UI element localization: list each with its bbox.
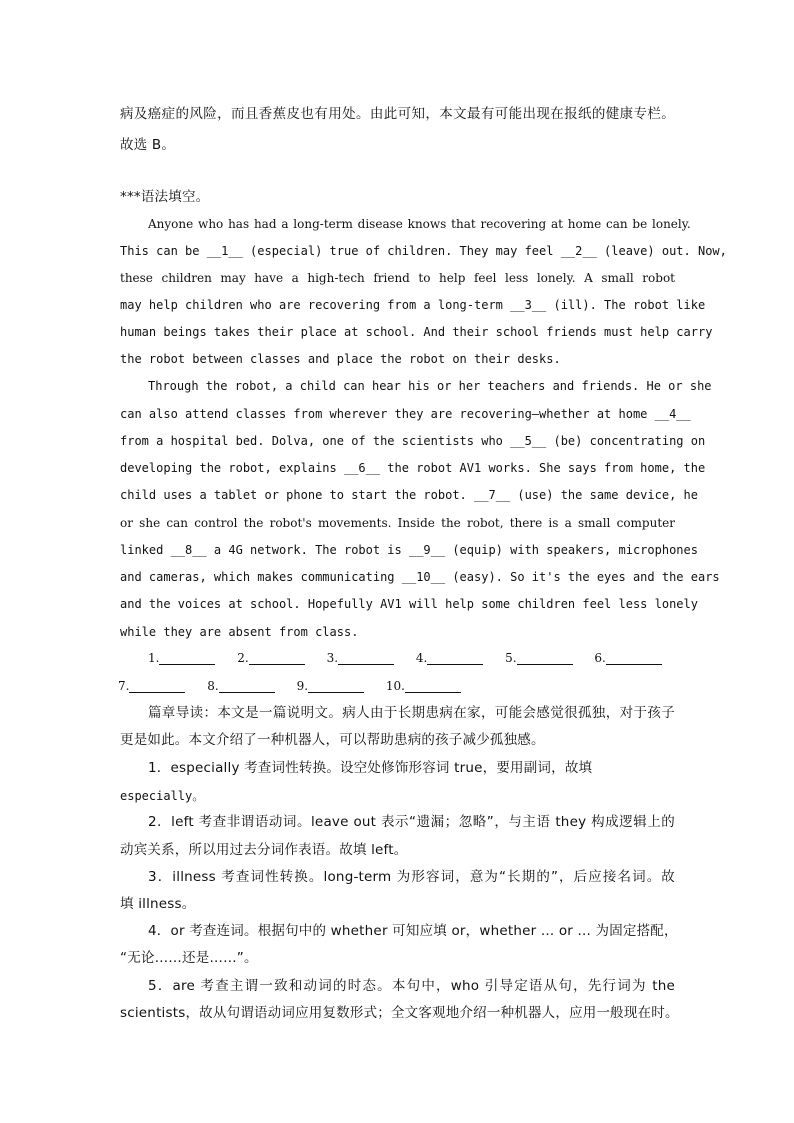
passage-line: linked __8__ a 4G network. The robot is __9__ (equip) with speakers, microphones <box>120 543 698 557</box>
answer-blank[interactable]: 7. <box>118 679 185 693</box>
passage-line: and the voices at school. Hopefully AV1 will help some children feel less lonely <box>120 597 698 611</box>
answer-blank[interactable]: 4. <box>416 651 483 665</box>
answer-blank[interactable]: 9. <box>297 679 364 693</box>
answer-blank[interactable]: 5. <box>505 651 572 665</box>
passage-line: or she can control the robot's movements. Inside the robot, there is a small computer <box>120 516 675 530</box>
answer-blank[interactable]: 10. <box>386 679 461 693</box>
answer-blank[interactable]: 2. <box>237 651 304 665</box>
passage-line: the robot between classes and place the robot on their desks. <box>120 352 561 366</box>
answer-explanation: 2．left 考查非谓语动词。leave out 表示“遗漏；忽略”，与主语 they 构成逻辑上的 <box>148 814 675 830</box>
text-line: 故选 B。 <box>120 137 176 153</box>
passage-line: This can be __1__ (especial) true of children. They may feel __2__ (leave) out. Now, <box>120 244 727 258</box>
passage-line: child uses a tablet or phone to start the robot. __7__ (use) the same device, he <box>120 488 698 502</box>
passage-line: Anyone who has had a long-term disease knows that recovering at home can be lonely. <box>148 217 691 231</box>
passage-line: human beings takes their place at school. And their school friends must help carry <box>120 325 713 339</box>
answer-explanation: 5．are 考查主谓一致和动词的时态。本句中，who 引导定语从句，先行词为 the <box>148 978 675 994</box>
answer-blank[interactable]: 1. <box>148 651 215 665</box>
answer-explanation: 1．especially 考查词性转换。设空处修饰形容词 true，要用副词，故填 <box>148 760 593 776</box>
answer-blank[interactable]: 8. <box>207 679 274 693</box>
passage-line: from a hospital bed. Dolva, one of the scientists who __5__ (be) concentrating on <box>120 434 706 448</box>
answer-explanation: 4．or 考查连词。根据句中的 whether 可知应填 or，whether ... or ... 为固定搭配， <box>148 923 678 939</box>
passage-line: Through the robot, a child can hear his or her teachers and friends. He or she <box>148 379 712 393</box>
passage-line: while they are absent from class. <box>120 625 359 639</box>
passage-line: may help children who are recovering from a long-term __3__ (ill). The robot like <box>120 298 706 312</box>
answer-blanks-row <box>148 651 708 665</box>
answer-explanation: scientists，故从句谓语动词应用复数形式；全文客观地介绍一种机器人，应用一般现在时。 <box>120 1005 679 1021</box>
text-line: 病及癌症的风险，而且香蕉皮也有用处。由此可知，本文最有可能出现在报纸的健康专栏。 <box>120 106 675 122</box>
answer-explanation: especially。 <box>120 789 205 803</box>
passage-line: and cameras, which makes communicating __10__ (easy). So it's the eyes and the ears <box>120 570 720 584</box>
answer-explanation: 填 illness。 <box>120 896 196 912</box>
section-heading: ***语法填空。 <box>120 189 210 205</box>
answer-blank[interactable]: 6. <box>594 651 661 665</box>
answer-blanks-row <box>118 679 678 693</box>
passage-line: developing the robot, explains __6__ the robot AV1 works. She says from home, the <box>120 461 706 475</box>
answer-blank[interactable]: 3. <box>327 651 394 665</box>
answer-explanation: 动宾关系，所以用过去分词作表语。故填 left。 <box>120 842 408 858</box>
guide-line: 更是如此。本文介绍了一种机器人，可以帮助患病的孩子减少孤独感。 <box>120 732 545 748</box>
guide-line: 篇章导读：本文是一篇说明文。病人由于长期患病在家，可能会感觉很孤独，对于孩子 <box>148 705 675 721</box>
passage-line: these children may have a high-tech friend to help feel less lonely. A small robot <box>120 271 675 285</box>
answer-explanation: 3．illness 考查词性转换。long-term 为形容词，意为“长期的”，后应接名词。故 <box>148 869 675 885</box>
passage-line: can also attend classes from wherever they are recovering—whether at home __4__ <box>120 407 691 421</box>
answer-explanation: “无论……还是……”。 <box>120 950 258 966</box>
